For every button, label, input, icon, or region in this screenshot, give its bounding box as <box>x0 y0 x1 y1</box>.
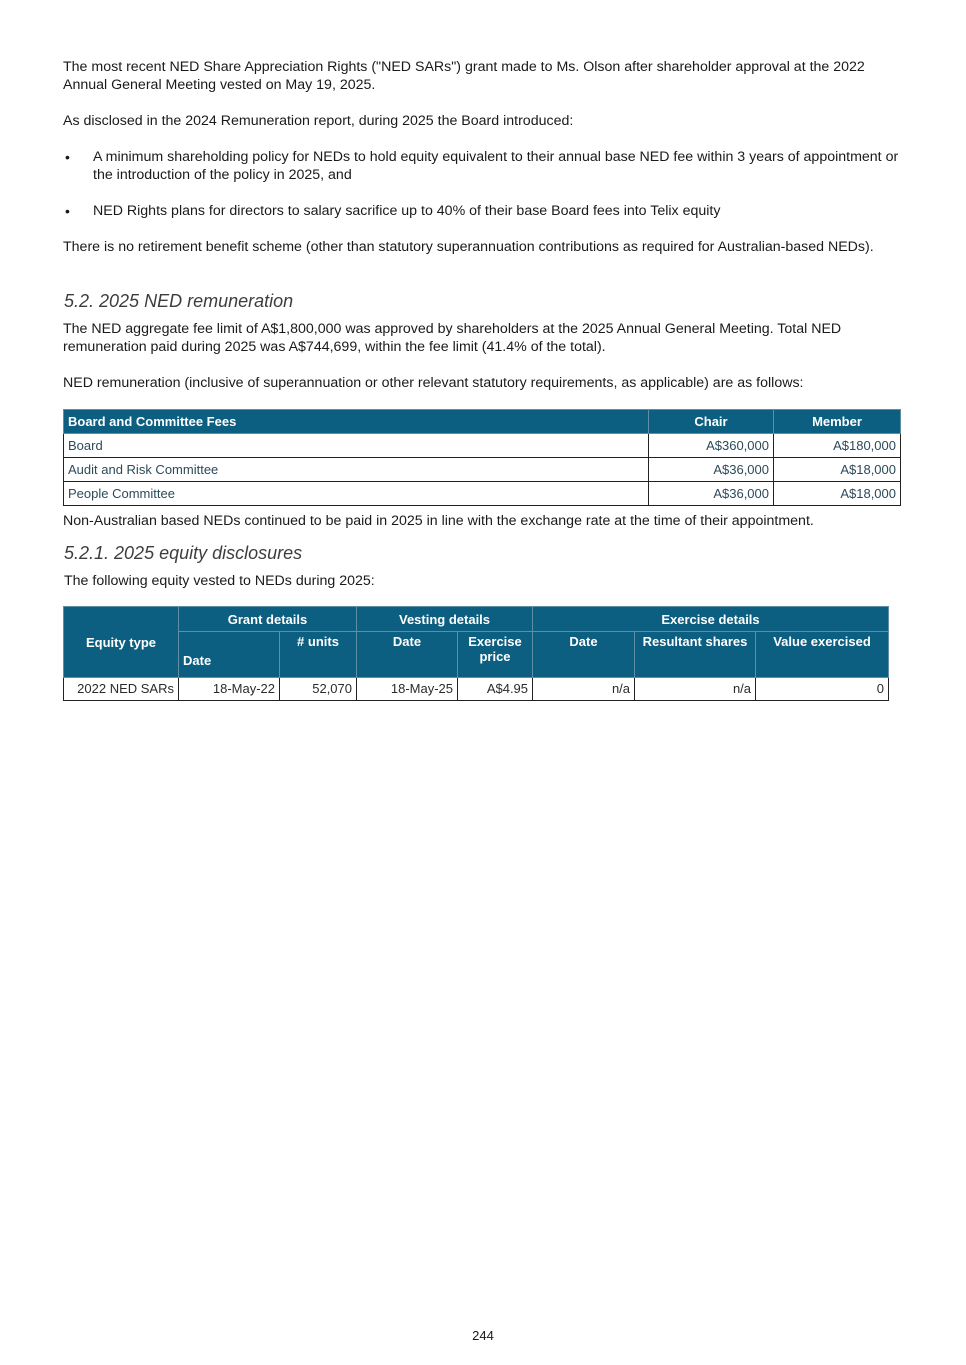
fees-table <box>63 409 901 506</box>
equity-group-header-row <box>64 607 889 632</box>
document-page <box>63 58 903 701</box>
fee-category: People Committee <box>64 482 649 506</box>
vesting-date-cell: 18-May-25 <box>357 678 458 701</box>
equity-subheader-row <box>64 632 889 678</box>
column-header-chair: Chair <box>649 410 774 434</box>
page-number: 244 <box>472 1328 494 1343</box>
column-header-equity-type: Equity type <box>64 607 179 678</box>
remuneration-paragraph-2: NED remuneration (inclusive of superannuation or other relevant statutory requirements, as applicable) are as follows: <box>63 375 804 391</box>
value-exercised-cell: 0 <box>756 678 889 701</box>
fee-category: Board <box>64 434 649 458</box>
column-header-fees: Board and Committee Fees <box>64 410 649 434</box>
fees-table-header-row <box>64 410 901 434</box>
member-fee: A$18,000 <box>774 482 901 506</box>
column-header-units: # units <box>280 632 357 678</box>
fee-category: Audit and Risk Committee <box>64 458 649 482</box>
group-header-vesting: Vesting details <box>357 607 533 632</box>
exchange-rate-note: Non-Australian based NEDs continued to be paid in 2025 in line with the exchange rate at the time of their appointment. <box>63 513 814 529</box>
column-header-grant-date: Date <box>179 632 280 678</box>
column-header-member: Member <box>774 410 901 434</box>
column-header-exercise-price: Exercise price <box>458 632 533 678</box>
equity-type-cell: 2022 NED SARs <box>64 678 179 701</box>
column-header-vesting-date: Date <box>357 632 458 678</box>
remuneration-paragraph-1: The NED aggregate fee limit of A$1,800,000 was approved by shareholders at the 2025 Annual General Meeting. Total NED remuneration paid during 2025 was A$744,699, within the fee limit (41.4% of the total). <box>63 321 842 355</box>
exercise-price-cell: A$4.95 <box>458 678 533 701</box>
table-row <box>64 678 889 701</box>
column-header-resultant-shares: Resultant shares <box>635 632 756 678</box>
intro-paragraph-1: The most recent NED Share Appreciation Rights ("NED SARs") grant made to Ms. Olson after shareholder approval at the 2022 Annual General Meeting vested on May 19, 2025. <box>63 59 865 93</box>
table-row <box>64 434 901 458</box>
intro-paragraph-2: As disclosed in the 2024 Remuneration report, during 2025 the Board introduced: <box>63 113 574 129</box>
exercise-date-cell: n/a <box>533 678 635 701</box>
grant-date-cell: 18-May-22 <box>179 678 280 701</box>
column-header-value-exercised: Value exercised <box>756 632 889 678</box>
bullet-item: • NED Rights plans for directors to salary sacrifice up to 40% of their base Board fees into Telix equity <box>63 202 903 220</box>
chair-fee: A$36,000 <box>649 458 774 482</box>
bullet-item: • A minimum shareholding policy for NEDs to hold equity equivalent to their annual base NED fee within 3 years of appointment or the introduction of the policy in 2025, and <box>63 148 903 184</box>
equity-intro: The following equity vested to NEDs during 2025: <box>64 573 375 589</box>
equity-table <box>63 606 889 701</box>
member-fee: A$180,000 <box>774 434 901 458</box>
member-fee: A$18,000 <box>774 458 901 482</box>
chair-fee: A$360,000 <box>649 434 774 458</box>
policy-bullet-list <box>63 148 903 220</box>
section-heading-ned-remuneration: 5.2. 2025 NED remuneration <box>64 291 294 311</box>
group-header-grant: Grant details <box>179 607 357 632</box>
column-header-exercise-date: Date <box>533 632 635 678</box>
table-row <box>64 458 901 482</box>
resultant-shares-cell: n/a <box>635 678 756 701</box>
table-row <box>64 482 901 506</box>
intro-paragraph-3: There is no retirement benefit scheme (other than statutory superannuation contributions as required for Australian-based NEDs). <box>63 239 874 255</box>
group-header-exercise: Exercise details <box>533 607 889 632</box>
chair-fee: A$36,000 <box>649 482 774 506</box>
units-cell: 52,070 <box>280 678 357 701</box>
section-heading-equity-disclosures: 5.2.1. 2025 equity disclosures <box>64 543 303 563</box>
